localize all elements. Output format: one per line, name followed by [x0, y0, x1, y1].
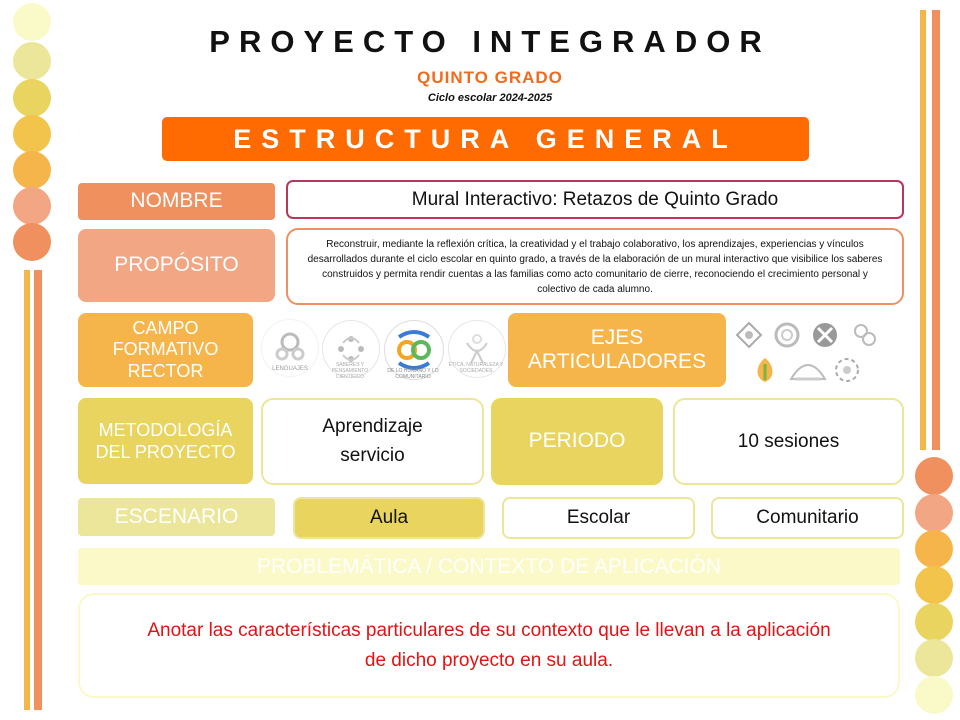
pensamiento-critico-icon: [772, 320, 802, 350]
grade-subtitle: QUINTO GRADO: [417, 68, 563, 87]
periodo-value-box: [673, 398, 904, 485]
interculturalidad-icon: [810, 320, 840, 350]
igualdad-genero-icon: [850, 320, 880, 350]
lectura-escritura-icon: [788, 355, 828, 385]
decor-bar: [920, 10, 926, 450]
nombre-value: Mural Interactivo: Retazos de Quinto Grado: [411, 188, 779, 210]
nombre-label-box: [78, 183, 275, 220]
humano-caption: DE LO HUMANO Y LO COMUNITARIO: [387, 368, 439, 380]
metodologia-label: METODOLOGÍA DEL PROYECTO: [95, 419, 236, 462]
periodo-value: 10 sesiones: [737, 430, 840, 452]
periodo-label: PERIODO: [528, 429, 626, 453]
campo-label-box: [78, 313, 253, 387]
decor-dot: [13, 187, 51, 225]
problematica-label: PROBLEMÁTICA / CONTEXTO DE APLICACIÓN: [256, 554, 722, 578]
metodologia-value: Aprendizaje servicio: [322, 416, 423, 466]
decor-dot: [915, 530, 953, 568]
decor-dot: [915, 676, 953, 714]
saberes-caption: SABERES Y PENSAMIENTO CIENTÍFICO: [331, 362, 369, 380]
decor-dot: [13, 223, 51, 261]
metodologia-label-box: [78, 398, 253, 484]
page-title: PROYECTO INTEGRADOR: [209, 24, 771, 59]
etica-caption: ÉTICA, NATURALEZA Y SOCIEDADES: [448, 362, 504, 374]
decor-dot: [915, 566, 953, 604]
metodologia-value-box: [261, 398, 484, 485]
decor-bar: [24, 270, 30, 710]
decor-bar: [932, 10, 940, 450]
escenario-label-box: [78, 498, 275, 536]
proposito-label-box: [78, 229, 275, 302]
decor-dot: [915, 457, 953, 495]
nombre-value-box: [286, 180, 904, 219]
escenario-option-aula[interactable]: [293, 497, 485, 539]
escenario-option-label: Escolar: [566, 507, 631, 528]
artes-icon: [832, 355, 862, 385]
decor-dot: [13, 151, 51, 189]
school-year: Ciclo escolar 2024-2025: [427, 92, 553, 104]
escenario-option-label: Aula: [369, 507, 409, 528]
decor-dot: [13, 42, 51, 80]
vida-saludable-icon: [750, 355, 780, 385]
proposito-label: PROPÓSITO: [114, 253, 239, 277]
inclusion-icon: [734, 320, 764, 350]
decor-bar: [34, 270, 42, 710]
escenario-option-label: Comunitario: [756, 507, 859, 528]
problematica-value: Anotar las características particulares de su contexto que le llevan a la aplicación de dicho proyecto en su aula.: [147, 620, 831, 671]
banner-label: ESTRUCTURA GENERAL: [233, 123, 738, 154]
escenario-option-comunitario[interactable]: [711, 497, 904, 539]
decor-dot: [13, 115, 51, 153]
proposito-value-box: [286, 228, 904, 305]
decor-dot: [13, 3, 51, 41]
decor-dot: [13, 79, 51, 117]
banner-estructura-general: [162, 117, 809, 161]
escenario-label: ESCENARIO: [114, 504, 239, 528]
ejes-label-box: [508, 313, 726, 387]
decor-dot: [915, 639, 953, 677]
decor-dot: [915, 603, 953, 641]
problematica-label-box: [78, 548, 900, 585]
escenario-option-escolar[interactable]: [502, 497, 695, 539]
lenguajes-caption: LENGUAJES: [272, 366, 308, 372]
campo-label: CAMPO FORMATIVO RECTOR: [112, 317, 219, 381]
ejes-label: EJES ARTICULADORES: [527, 325, 707, 373]
nombre-label: NOMBRE: [130, 189, 223, 213]
problematica-value-box: [78, 593, 900, 698]
decor-dot: [915, 494, 953, 532]
proposito-value: Reconstruir, mediante la reflexión crítica, la creatividad y el trabajo colaborativo, los aprendizajes, experiencias y vínculos desarrollados durante el ciclo escolar en quinto grado, a través de la elaboración de un mural interactivo que visibilice los saberes construidos y permita rendir cuentas a las familias como acto comunitario de cierre, reconociendo el crecimiento personal y colectivo de cada alumno.: [307, 238, 883, 295]
periodo-label-box: [491, 398, 663, 485]
